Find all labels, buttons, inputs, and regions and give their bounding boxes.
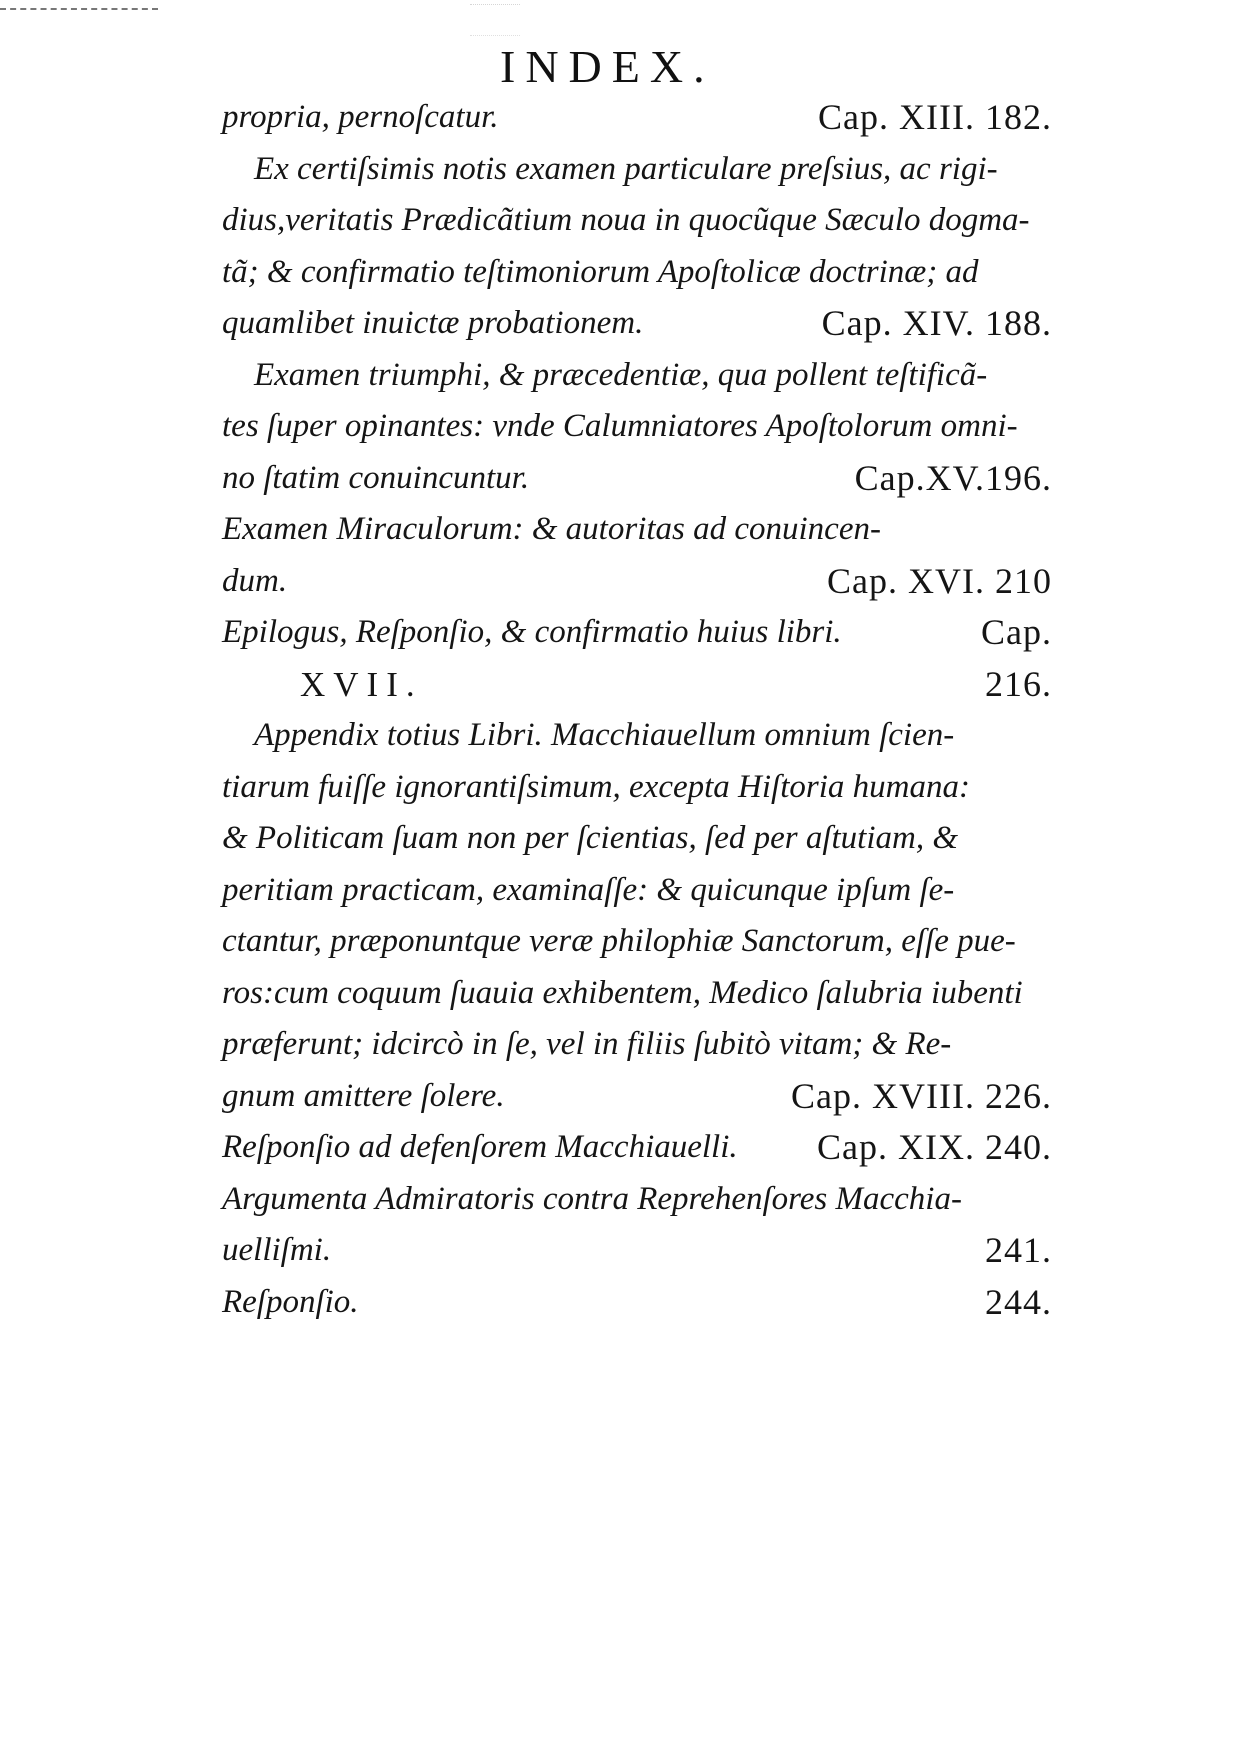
index-line [222,1071,1052,1123]
index-entry-reference: Cap. XIV. 188. [821,303,1052,343]
index-entry-text: ros:cum coquum ſuauia exhibentem, Medico ſalubria iubenti [222,974,1023,1011]
index-line [222,813,1052,865]
index-entry-text: XVII. [300,664,423,704]
page-header: INDEX. [500,41,715,92]
index-entry-text: dius,veritatis Prædicãtium noua in quocũque Sæculo dogma- [222,202,1030,238]
index-line [222,1019,1052,1071]
index-entry-reference: 216. [985,663,1052,704]
index-line [222,144,1052,196]
index-entry-reference: Cap. XIX. 240. [817,1127,1052,1167]
index-entry-text: propria, pernoſcatur. [222,99,499,135]
index-line [222,92,1052,144]
index-line [222,453,1052,505]
index-line [222,659,1052,711]
index-line [222,504,1052,556]
index-entry-text: dum. [222,562,288,599]
index-entry-reference: 241. [985,1230,1052,1270]
scan-speckle [470,4,520,36]
index-line [222,607,1052,659]
index-entry-text: præferunt; idcircò in ſe, vel in filiis ſubitò vitam; & Re- [222,1026,952,1062]
index-line [222,968,1052,1020]
index-line [222,401,1052,453]
index-entry-text: Examen triumphi, & præcedentiæ, qua pollent teſtificã- [254,356,988,393]
index-line [222,1225,1052,1277]
index-entry-text: tes ſuper opinantes: vnde Calumniatores Apoſtolorum omni- [222,408,1018,444]
index-entry-text: tiarum fuiſſe ignorantiſsimum, excepta Hiſtoria humana: [222,768,970,805]
index-entry-text: Appendix totius Libri. Macchiauellum omnium ſcien- [254,717,955,753]
index-entry-text: Argumenta Admiratoris contra Reprehenſores Macchia- [222,1180,962,1217]
index-entry-reference: Cap. XIII. 182. [818,97,1052,137]
index-line [222,710,1052,762]
index-line [222,195,1052,247]
index-entry-reference: Cap. XVIII. 226. [791,1075,1052,1116]
index-entry-text: Examen Miraculorum: & autoritas ad conuincen- [222,511,881,547]
index-line [222,916,1052,968]
index-line [222,1122,1052,1174]
index-entry-reference: Cap.XV.196. [854,457,1052,498]
index-entry-text: ctantur, præponuntque veræ philophiæ Sanctorum, eſſe pue- [222,923,1016,959]
index-entry-reference: 244. [985,1281,1052,1322]
index-entry-text: Epilogus, Reſponſio, & confirmatio huius libri. [222,614,842,650]
index-line [222,298,1052,350]
index-entry-text: uelliſmi. [222,1232,332,1268]
index-entry-reference: Cap. XVI. 210 [827,560,1052,601]
index-entry-text: quamlibet inuictæ probationem. [222,305,644,341]
index-line [222,247,1052,299]
scan-edge-mark [0,8,158,10]
index-line [222,865,1052,917]
index-line [222,1174,1052,1226]
index-entry-text: Ex certiſsimis notis examen particulare preſsius, ac rigi- [254,150,998,187]
index-entry-text: gnum amittere ſolere. [222,1077,505,1114]
index-entry-text: & Politicam ſuam non per ſcientias, ſed per aſtutiam, & [222,820,959,856]
index-entry-reference: Cap. [981,612,1052,652]
index-line [222,556,1052,608]
index-line [222,762,1052,814]
index-entry-text: tã; & confirmatio teſtimoniorum Apoſtolicæ doctrinæ; ad [222,253,979,290]
index-entry-text: Reſponſio ad defenſorem Macchiauelli. [222,1129,738,1165]
index-entry-text: Reſponſio. [222,1283,359,1320]
index-entry-text: no ſtatim conuincuntur. [222,459,530,496]
index-entries [222,92,1052,1328]
index-line [222,350,1052,402]
index-line [222,1277,1052,1329]
index-entry-text: peritiam practicam, examinaſſe: & quicunque ipſum ſe- [222,871,955,908]
